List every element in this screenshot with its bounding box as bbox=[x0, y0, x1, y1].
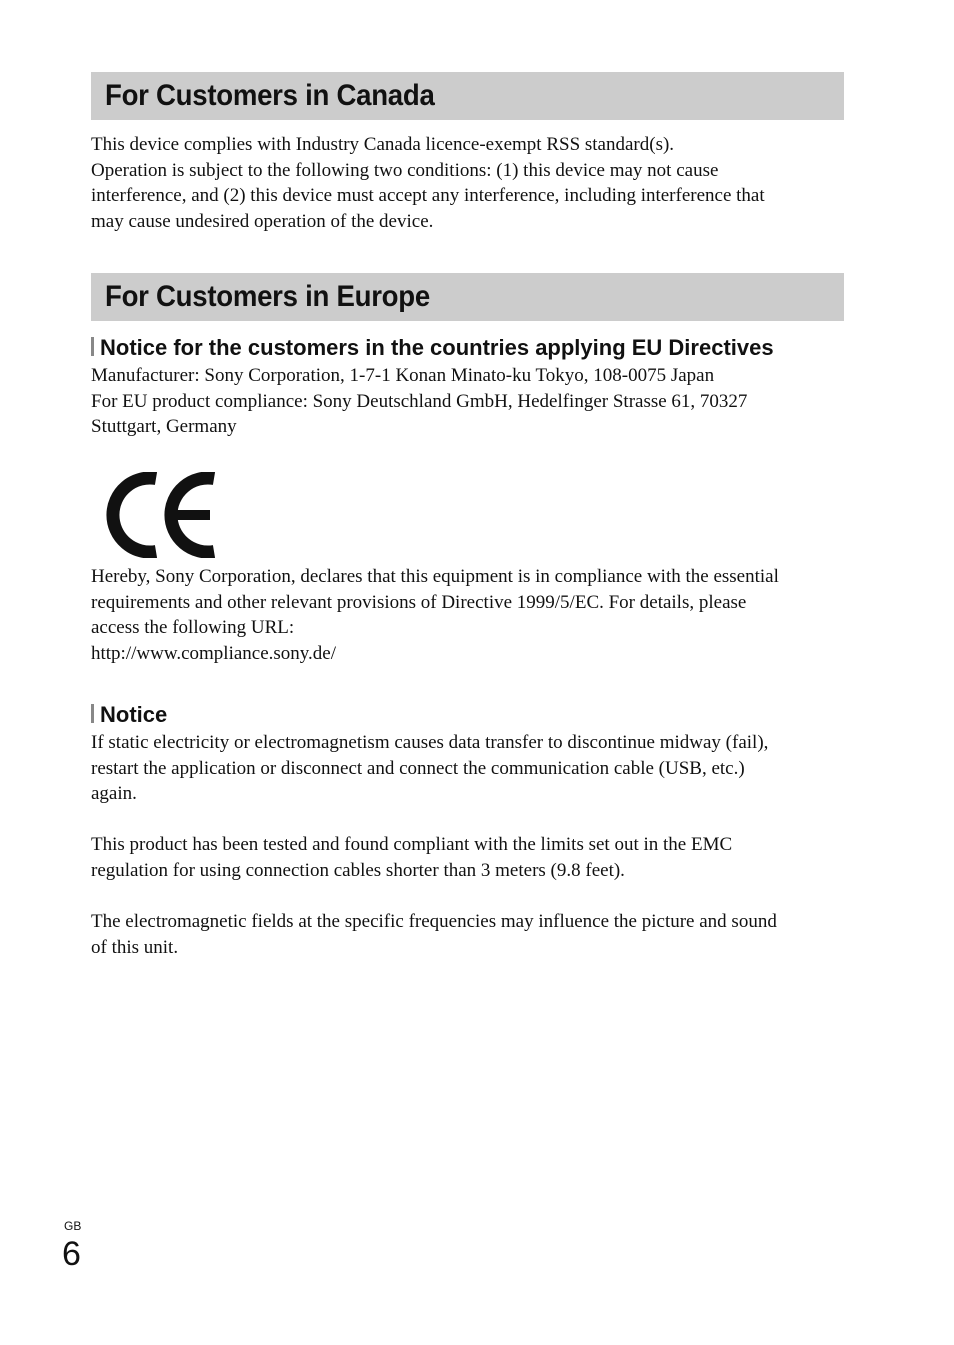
subheading-eu-directives bbox=[91, 335, 774, 361]
page-language-code: GB bbox=[64, 1219, 82, 1233]
text-line: requirements and other relevant provisions of Directive 1999/5/EC. For details, please bbox=[91, 591, 747, 613]
notice-paragraph-fields bbox=[91, 909, 851, 960]
subheading-marker bbox=[91, 337, 94, 356]
section-header-canada bbox=[91, 72, 844, 120]
text-line: This product has been tested and found compliant with the limits set out in the EMC bbox=[91, 834, 733, 855]
text-line: again. bbox=[91, 783, 137, 805]
canada-compliance-text bbox=[91, 132, 851, 234]
ce-mark-icon bbox=[100, 472, 216, 558]
text-line: may cause undesired operation of the device. bbox=[91, 210, 434, 232]
section-title-canada: For Customers in Canada bbox=[105, 79, 435, 112]
subheading-eu-directives-text: Notice for the customers in the countries applying EU Directives bbox=[100, 335, 774, 360]
subheading-marker bbox=[91, 704, 94, 723]
compliance-declaration bbox=[91, 564, 851, 666]
subheading-notice-text: Notice bbox=[100, 702, 168, 727]
text-line: Manufacturer: Sony Corporation, 1-7-1 Konan Minato-ku Tokyo, 108-0075 Japan bbox=[91, 365, 715, 386]
compliance-url: http://www.compliance.sony.de/ bbox=[91, 642, 337, 664]
subheading-notice bbox=[91, 702, 167, 728]
text-line: restart the application or disconnect and connect the communication cable (USB, etc.) bbox=[91, 757, 745, 779]
text-line: Operation is subject to the following two conditions: (1) this device may not cause bbox=[91, 159, 719, 181]
text-line: If static electricity or electromagnetism causes data transfer to discontinue midway (fail), bbox=[91, 732, 769, 753]
text-line: access the following URL: bbox=[91, 617, 295, 639]
manufacturer-info bbox=[91, 363, 851, 440]
text-line: For EU product compliance: Sony Deutschland GmbH, Hedelfinger Strasse 61, 70327 bbox=[91, 390, 748, 412]
page-number: 6 bbox=[62, 1235, 81, 1273]
text-line: of this unit. bbox=[91, 936, 179, 958]
notice-paragraph-static bbox=[91, 730, 851, 807]
text-line: regulation for using connection cables shorter than 3 meters (9.8 feet). bbox=[91, 859, 625, 881]
section-title-europe: For Customers in Europe bbox=[105, 280, 430, 313]
notice-paragraph-emc bbox=[91, 832, 851, 883]
text-line: Stuttgart, Germany bbox=[91, 416, 237, 438]
text-line: interference, and (2) this device must accept any interference, including interference that bbox=[91, 185, 765, 207]
text-line: The electromagnetic fields at the specific frequencies may influence the picture and sound bbox=[91, 911, 777, 932]
section-header-europe bbox=[91, 273, 844, 321]
text-line: This device complies with Industry Canada licence-exempt RSS standard(s). bbox=[91, 134, 675, 155]
text-line: Hereby, Sony Corporation, declares that this equipment is in compliance with the essential bbox=[91, 566, 779, 587]
